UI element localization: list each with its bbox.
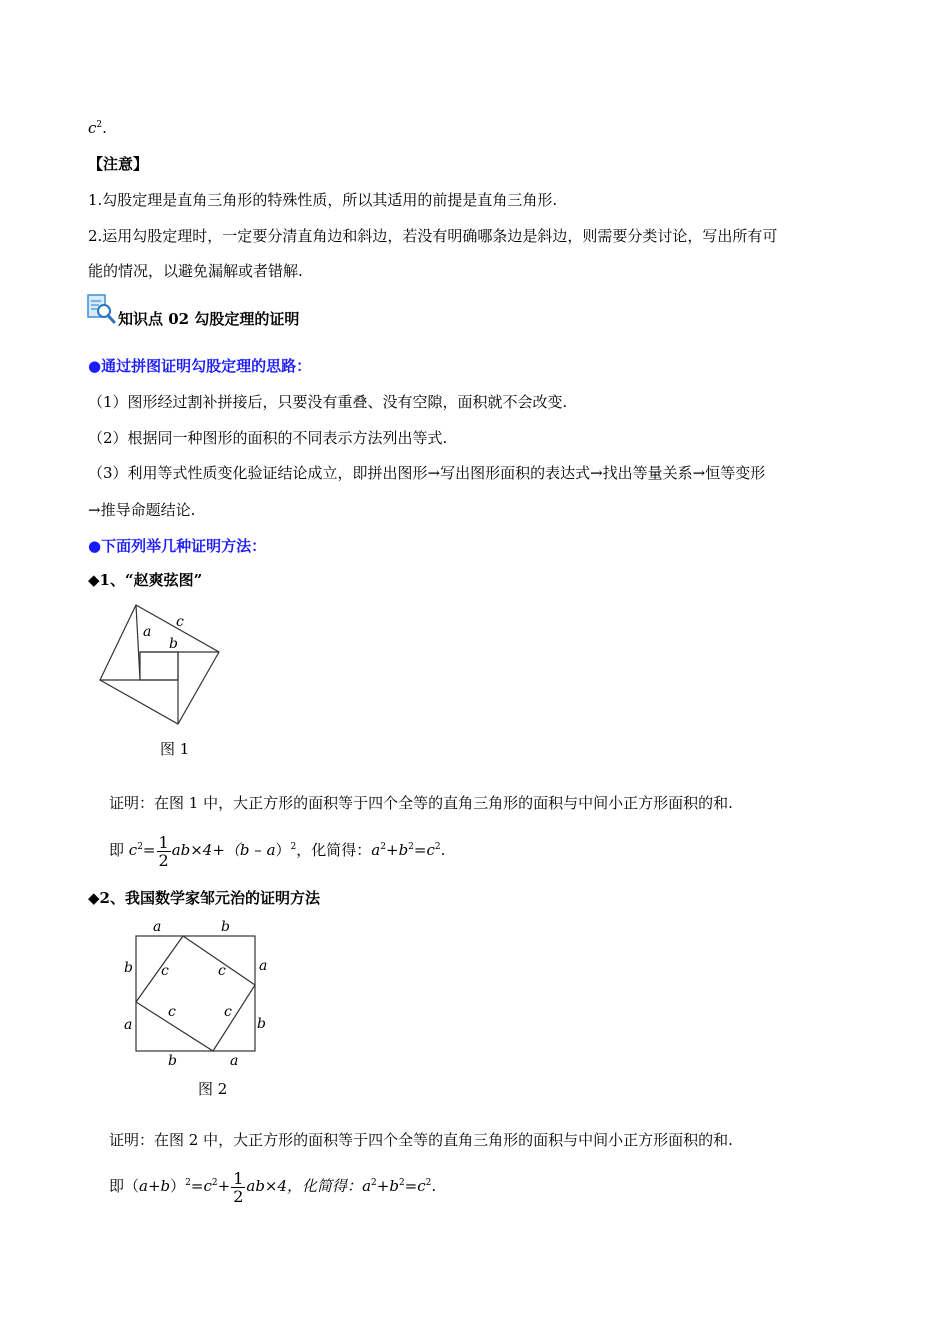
label-b-bottom: b [168,1053,177,1065]
method2-heading: ◆2、我国数学家邹元治的证明方法 [88,889,320,907]
zou-yuanzhi-diagram [118,915,278,1065]
label-c-lower-right: c [224,1004,232,1020]
inner-square [136,936,255,1051]
figure1-caption: 图 1 [160,740,190,758]
method1-heading: ◆1、“赵爽弦图” [88,571,203,589]
idea-step-2: （2）根据同一种图形的面积的不同表示方法列出等式. [88,429,448,447]
method2-formula: 即$(a+b)^2=c^2+$ $\frac{1}{2}$ ab×4，化简得：$a^2+b^2=c^2$. [109,1168,437,1206]
zhao-shuang-figure [95,600,230,730]
note-item-1: 1.勾股定理是直角三角形的特殊性质，所以其适用的前提是直角三角形. [88,191,558,209]
fraction-one-half: $\frac{1}{2}$ [158,832,169,870]
idea-heading: ●通过拼图证明勾股定理的思路： [88,357,312,375]
top-fragment: $c^2$. [88,119,107,137]
outer-square [136,936,255,1051]
note-item-2-line-1: 2.运用勾股定理时，一定要分清直角边和斜边，若没有明确哪条边是斜边，则需要分类讨论，写出所有可 [88,227,778,245]
triangle-edge-1 [136,605,140,680]
idea-step-1: （1）图形经过割补拼接后，只要没有重叠、没有空隙，面积就不会改变. [88,393,568,411]
idea-step-3-line-1: （3）利用等式性质变化验证结论成立，即拼出图形→写出图形面积的表达式→找出等量关系→恒等变形 [88,464,766,482]
label-a-bottom: a [230,1053,239,1065]
method1-formula: 即 $c^2=$ $\frac{1}{2}$ ab×4+（b – a）$^2$，化简得：$a^2+b^2=c^2$. [109,832,446,870]
note-item-2-line-2: 能的情况，以避免漏解或者错解. [88,262,303,280]
label-c-upper-right: c [218,963,226,979]
label-a-right: a [259,958,268,974]
label-a-left: a [124,1017,133,1033]
label-c: c [176,614,184,630]
section-title: 知识点 02 勾股定理的证明 [118,310,300,328]
outer-square [100,605,219,724]
inner-square [140,652,178,680]
note-heading: 【注意】 [88,155,149,173]
label-b-left: b [124,960,133,976]
figure2-caption: 图 2 [198,1080,228,1098]
idea-step-3-line-2: →推导命题结论. [88,501,196,519]
label-c-upper-left: c [161,963,169,979]
fraction-one-half: $\frac{1}{2}$ [233,1168,244,1206]
label-c-lower-left: c [168,1004,176,1020]
method2-proof: 证明：在图 2 中，大正方形的面积等于四个全等的直角三角形的面积与中间小正方形面积的和. [109,1131,733,1149]
label-a-top: a [153,919,162,935]
magnifier-document-icon [86,292,116,324]
methods-heading: ●下面列举几种证明方法： [88,537,267,555]
method1-proof: 证明：在图 1 中，大正方形的面积等于四个全等的直角三角形的面积与中间小正方形面积的和. [109,794,733,812]
label-b-right: b [257,1016,266,1032]
zou-yuanzhi-figure [118,915,278,1065]
label-b: b [169,636,178,652]
label-b-top: b [221,919,230,935]
zhao-shuang-diagram [95,600,230,730]
label-a: a [143,624,152,640]
